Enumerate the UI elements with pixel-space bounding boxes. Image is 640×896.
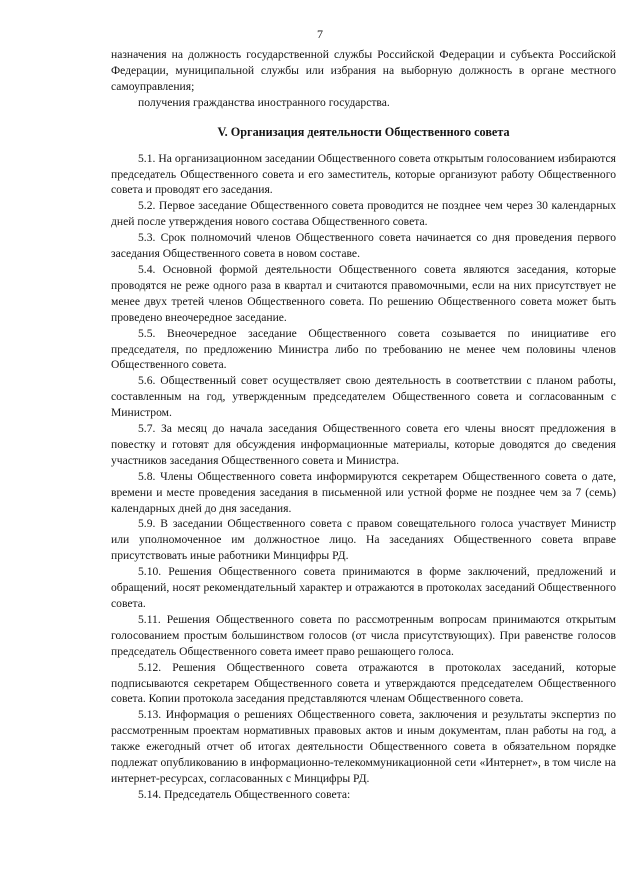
paragraph-5-3: 5.3. Срок полномочий членов Общественного совета начинается со дня проведения первого заседания Общественного совета в новом составе. xyxy=(111,231,616,261)
page-number: 7 xyxy=(317,27,323,41)
paragraph-5-14: 5.14. Председатель Общественного совета: xyxy=(138,787,351,801)
paragraph-5-13: 5.13. Информация о решениях Общественного совета, заключения и результаты экспертиз по рассмотренным проектам нормативных правовых актов и иным документам, план работы на год, а также ежегодный отчет об итогах деятельности Общественного совета в обязательном порядке подлежат опубликованию в информационно-телекоммуникационной сети «Интернет», в том числе на интернет-ресурсах, согласованных с Минцифры РД. xyxy=(111,708,616,785)
paragraph-5-1: 5.1. На организационном заседании Общественного совета открытым голосованием избираются председатель Общественного совета и его заместитель, которые организуют работу Общественного совета и проводят его заседания. xyxy=(111,151,616,197)
paragraph-5-7: 5.7. За месяц до начала заседания Общественного совета его члены вносят предложения в повестку и готовят для обсуждения информационные материалы, которые доводятся до сведения участников заседания Общественного совета и Министра. xyxy=(111,422,616,467)
paragraph-5-6: 5.6. Общественный совет осуществляет свою деятельность в соответствии с планом работы, составленным на год, утвержденным председателем Общественного совета и согласованным с Министром. xyxy=(111,374,616,420)
paragraph-5-5: 5.5. Внеочередное заседание Общественного совета созывается по инициативе его председателя, по предложению Министра либо по требованию не менее чем половины членов Общественного совета. xyxy=(111,326,616,372)
paragraph-5-12: 5.12. Решения Общественного совета отражаются в протоколах заседаний, которые подписываются секретарем Общественного совета и утверждаются председателем Общественного совета. Копии протокола заседания представляются членам Общественного совета. xyxy=(111,660,616,706)
paragraph-5-10: 5.10. Решения Общественного совета принимаются в форме заключений, предложений и обращений, носят рекомендательный характер и отражаются в протоколах заседаний Общественного совета. xyxy=(111,565,616,610)
paragraph-5-2: 5.2. Первое заседание Общественного совета проводится не позднее чем через 30 календарных дней после утверждения нового состава Общественного совета. xyxy=(111,199,616,229)
paragraph-continuation: назначения на должность государственной службы Российской Федерации и субъекта Российской Федерации, муниципальной службы или избрания на выборную должность в органе местного самоуправления; xyxy=(111,48,616,93)
paragraph-5-11: 5.11. Решения Общественного совета по рассмотренным вопросам принимаются открытым голосованием простым большинством голосов (от числа присутствующих). При равенстве голосов председатель Общественного совета имеет право решающего голоса. xyxy=(111,612,616,658)
paragraph-5-9: 5.9. В заседании Общественного совета с правом совещательного голоса участвует Министр или уполномоченное им должностное лицо. На заседаниях Общественного совета вправе присутствовать иные работники Минцифры РД. xyxy=(111,517,616,563)
page-content xyxy=(111,47,616,803)
paragraph-5-4: 5.4. Основной формой деятельности Общественного совета являются заседания, которые проводятся не реже одного раза в квартал и считаются правомочными, если на них присутствует не менее двух третей членов Общественного совета. По решению Общественного совета может быть проведено внеочередное заседание. xyxy=(111,262,616,324)
paragraph-citizenship: получения гражданства иностранного государства. xyxy=(138,95,390,109)
section-heading: V. Организация деятельности Общественного совета xyxy=(217,124,510,139)
paragraph-5-8: 5.8. Члены Общественного совета информируются секретарем Общественного совета о дате, времени и месте проведения заседания в письменной или устной форме не позднее чем за 7 (семь) календарных дней до дня заседания. xyxy=(111,469,616,515)
